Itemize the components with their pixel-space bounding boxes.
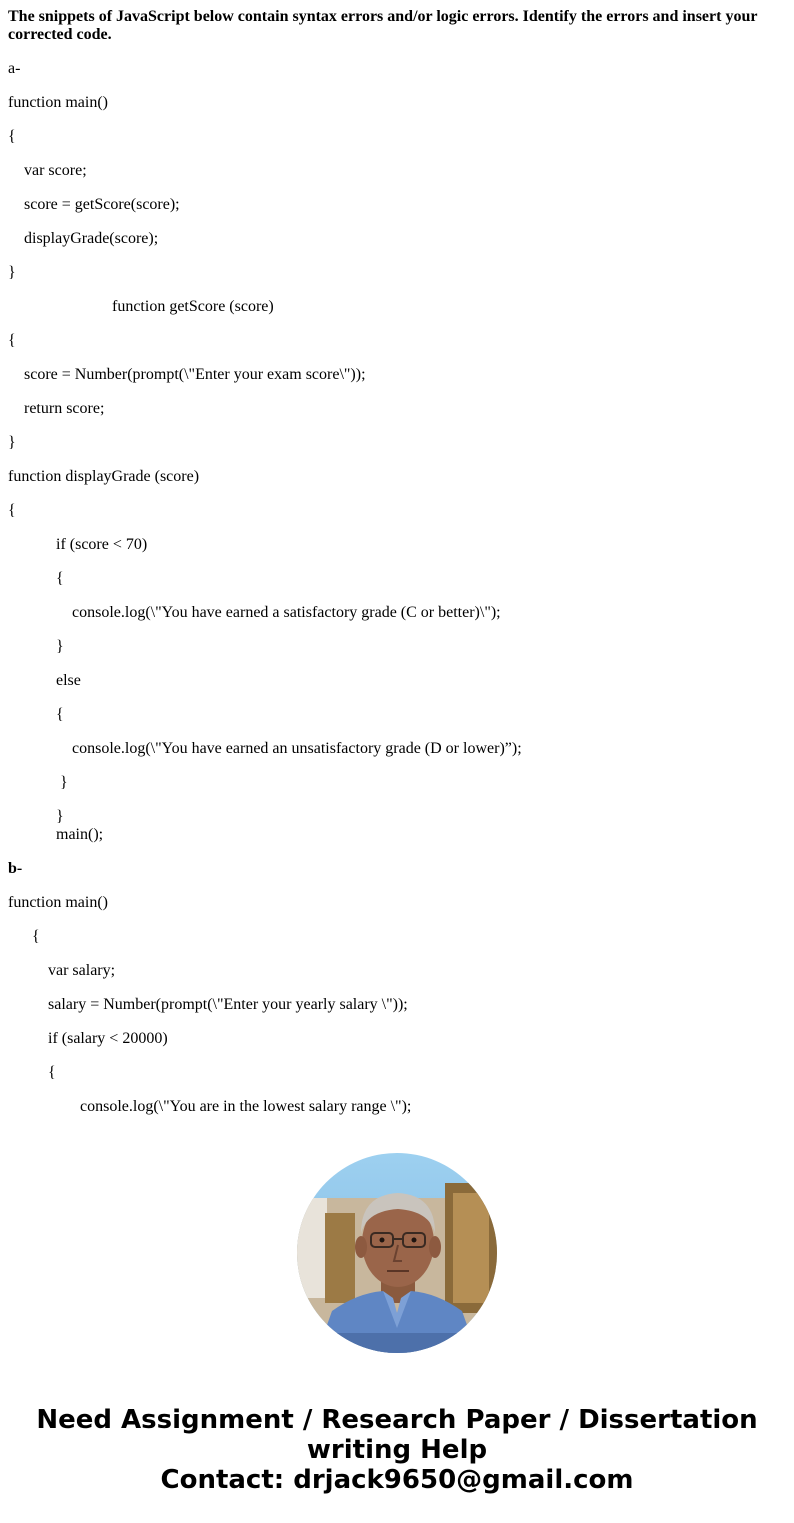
code-line: if (salary < 20000) [48, 1030, 168, 1047]
footer-line-2: writing Help [306, 1435, 488, 1465]
code-line: function main() [8, 894, 108, 911]
code-line: var score; [24, 162, 87, 179]
code-line: displayGrade(score); [24, 230, 159, 247]
code-line: score = Number(prompt(\"Enter your exam score\")); [24, 366, 366, 383]
code-line: { [8, 502, 16, 519]
part-b-label: b- [8, 860, 23, 877]
code-line: var salary; [48, 962, 116, 979]
code-line: main(); [56, 826, 104, 843]
code-line: score = getScore(score); [24, 196, 180, 213]
code-line: else [56, 672, 81, 689]
code-line: if (score < 70) [56, 536, 148, 553]
code-line: function main() [8, 94, 108, 111]
code-line: console.log(\"You have earned a satisfactory grade (C or better)\"); [72, 604, 501, 621]
code-line: { [48, 1064, 56, 1081]
footer-line-1: Need Assignment / Research Paper / Dissertation [36, 1405, 758, 1435]
part-a-label: a- [8, 60, 21, 77]
code-line: console.log(\"You are in the lowest salary range \"); [80, 1098, 412, 1115]
footer-contact: Contact: drjack9650@gmail.com [160, 1465, 634, 1495]
portrait-photo [297, 1153, 497, 1353]
code-line: { [56, 570, 64, 587]
code-line: } [8, 264, 16, 281]
code-line: function displayGrade (score) [8, 468, 200, 485]
code-line: { [56, 706, 64, 723]
code-line: { [32, 928, 40, 945]
code-line: } [60, 774, 68, 791]
page-title: The snippets of JavaScript below contain syntax errors and/or logic errors. Identify the errors and insert your corrected code. [8, 8, 758, 43]
code-line: } [8, 434, 16, 451]
code-line: { [8, 128, 16, 145]
code-line: { [8, 332, 16, 349]
code-line: salary = Number(prompt(\"Enter your yearly salary \")); [48, 996, 408, 1013]
code-line: return score; [24, 400, 105, 417]
code-line: } [56, 638, 64, 655]
code-line: function getScore (score) [112, 298, 274, 315]
avatar [297, 1153, 497, 1353]
code-line: } [56, 808, 64, 825]
code-line: console.log(\"You have earned an unsatisfactory grade (D or lower)”); [72, 740, 522, 757]
